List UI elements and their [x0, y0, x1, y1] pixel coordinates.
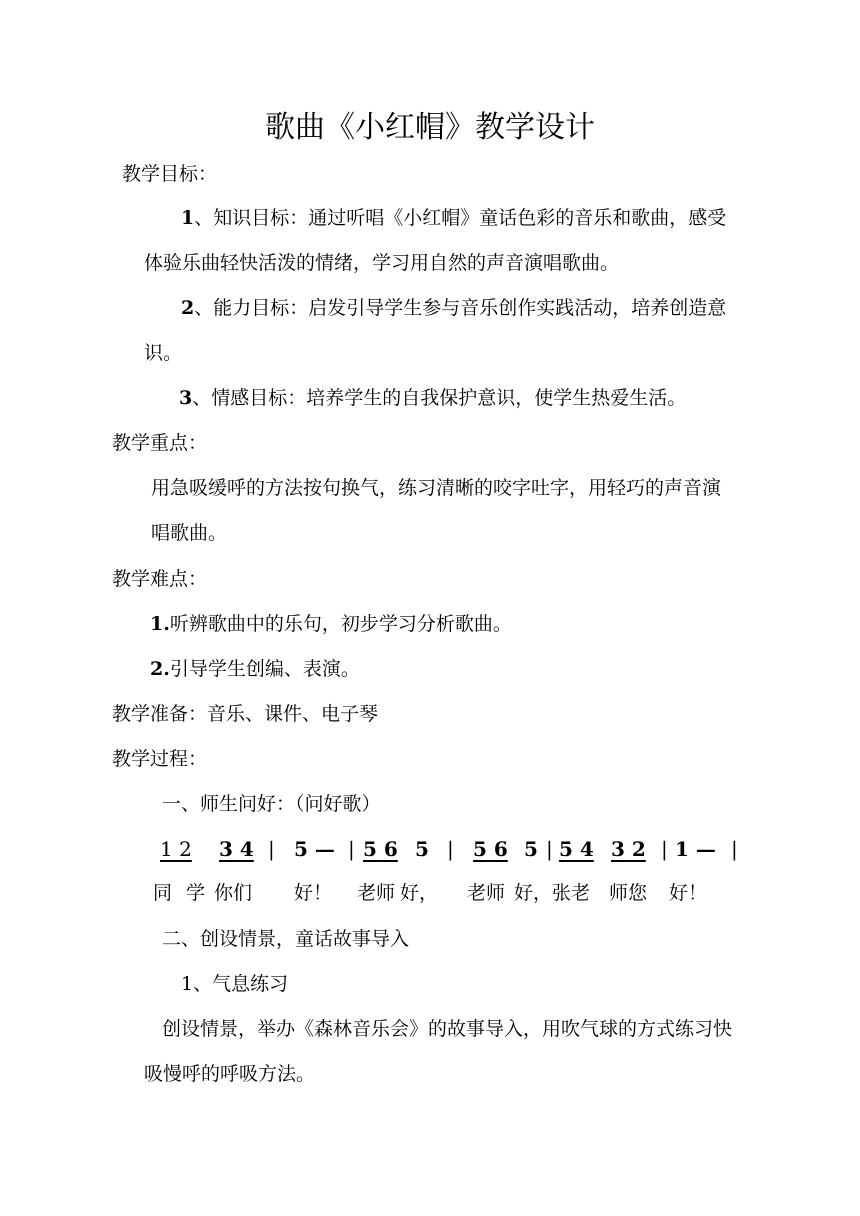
lyric-word: 老师 — [357, 882, 396, 904]
lyric-word: 你们 — [214, 882, 253, 904]
key-points-line-2: 唱歌曲。 — [151, 522, 228, 544]
sub-step-1-line-2: 吸慢呼的呼吸方法。 — [144, 1063, 316, 1085]
step-2-heading: 二、创设情景，童话故事导入 — [162, 928, 410, 950]
difficulty-2-text: 引导学生创编、表演。 — [169, 658, 360, 680]
difficulty-1-text: 听辨歌曲中的乐句，初步学习分析歌曲。 — [169, 613, 512, 635]
bar-line: | — [546, 837, 553, 861]
difficulty-2 — [150, 657, 360, 681]
objective-1-number: 1 — [181, 207, 195, 229]
note-group-2: 3 4 — [219, 837, 254, 861]
sub-step-1-line-1: 创设情景，举办《森林音乐会》的故事导入，用吹气球的方式练习快 — [162, 1018, 733, 1040]
bar-line: | — [268, 837, 275, 861]
lyric-word: 好！ — [294, 882, 333, 904]
lyric-word: 好， — [400, 882, 439, 904]
objective-2-line-2: 识。 — [144, 342, 183, 364]
note-group-6: 5 6 — [473, 837, 508, 861]
lyric-word: 师您 — [609, 882, 648, 904]
step-1-greeting: 一、师生问好：（问好歌） — [162, 793, 381, 815]
objectives-heading: 教学目标： — [122, 163, 218, 185]
difficulty-1-number: 1. — [150, 613, 170, 635]
objective-3-line-1 — [179, 386, 686, 410]
objective-3-number: 3 — [179, 387, 193, 409]
objective-2-text: 、能力目标：启发引导学生参与音乐创作实践活动，培养创造意 — [194, 297, 727, 319]
objective-3-text: 、情感目标：培养学生的自我保护意识，使学生热爱生活。 — [192, 387, 687, 409]
note-group-8: 5 4 — [559, 837, 594, 861]
lyric-word: 同 — [153, 882, 173, 904]
greeting-song-notation — [0, 836, 860, 866]
bar-line: | — [661, 837, 668, 861]
bar-line: | — [348, 837, 355, 861]
bar-line: | — [731, 837, 738, 861]
lyric-word: 老师 — [467, 882, 506, 904]
objective-2-number: 2 — [181, 297, 195, 319]
sub-step-1-heading: 1、气息练习 — [181, 973, 289, 995]
note-group-3: 5 — — [294, 837, 335, 861]
note-group-5: 5 — [415, 837, 429, 861]
lyric-word: 好！ — [669, 882, 708, 904]
bar-line: | — [447, 837, 454, 861]
document-title: 歌曲《小红帽》教学设计 — [265, 110, 595, 145]
note-group-10: 1 — — [675, 837, 716, 861]
process-heading: 教学过程： — [112, 748, 208, 770]
key-points-heading: 教学重点： — [112, 432, 208, 454]
objective-2-line-1 — [181, 296, 726, 320]
note-group-1: 1 2 — [160, 837, 192, 861]
difficulty-2-number: 2. — [150, 658, 170, 680]
key-points-line-1: 用急吸缓呼的方法按句换气，练习清晰的咬字吐字，用轻巧的声音演 — [151, 477, 722, 499]
objective-1-line-2: 体验乐曲轻快活泼的情绪，学习用自然的声音演唱歌曲。 — [144, 252, 620, 274]
preparation-line: 教学准备：音乐、课件、电子琴 — [112, 703, 379, 725]
greeting-song-lyrics — [0, 880, 860, 908]
objective-1-text: 、知识目标：通过听唱《小红帽》童话色彩的音乐和歌曲，感受 — [194, 207, 727, 229]
note-group-7: 5 — [524, 837, 538, 861]
difficulties-heading: 教学难点： — [112, 568, 208, 590]
difficulty-1 — [150, 612, 512, 636]
lyric-word: 学 — [186, 882, 206, 904]
objective-1-line-1 — [181, 206, 726, 230]
lyric-word: 好，张老 — [514, 882, 591, 904]
note-group-9: 3 2 — [611, 837, 646, 861]
note-group-4: 5 6 — [363, 837, 398, 861]
